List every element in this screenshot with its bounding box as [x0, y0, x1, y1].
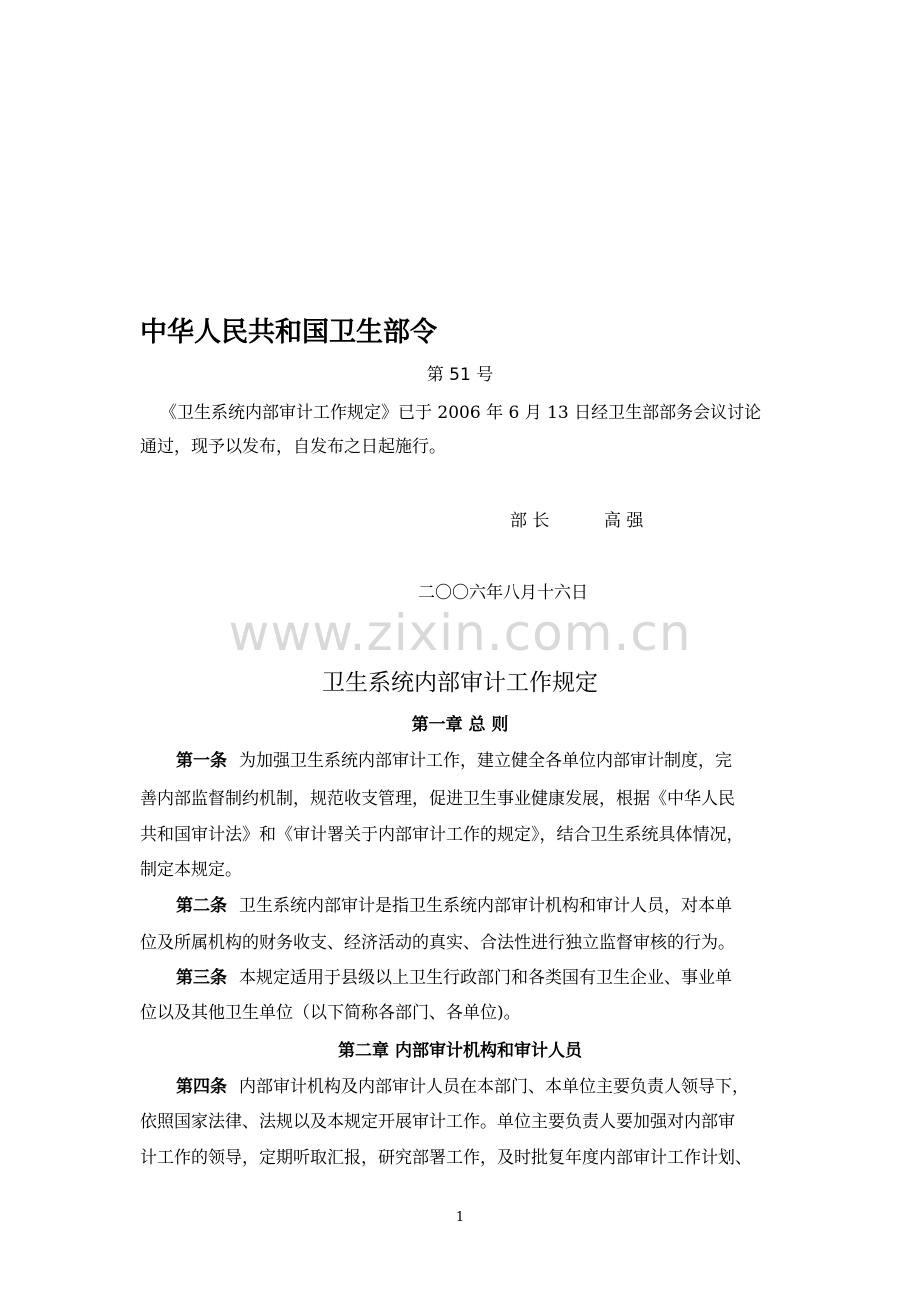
article-2-line2: 位及所属机构的财务收支、经济活动的真实、合法性进行独立监督审核的行为。	[140, 933, 735, 953]
signer-name: 高 强	[604, 511, 644, 531]
decree-title: 中华人民共和国卫生部令	[140, 317, 437, 348]
decree-date: 二〇〇六年八月十六日	[418, 583, 588, 603]
page-number: 1	[455, 1210, 465, 1225]
article-3-label: 第三条	[176, 968, 227, 988]
chapter-1-heading: 第一章 总 则	[411, 715, 509, 735]
article-1-label: 第一条	[176, 751, 227, 771]
watermark: www.zixin.com.cn	[228, 604, 692, 662]
chapter-2-heading: 第二章 内部审计机构和审计人员	[338, 1041, 582, 1061]
article-4-label: 第四条	[176, 1077, 227, 1097]
article-4-line1: 第四条 内部审计机构及内部审计人员在本部门、本单位主要负责人领导下，	[176, 1077, 749, 1097]
article-1-line2: 善内部监督制约机制，规范收支管理，促进卫生事业健康发展，根据《中华人民	[140, 789, 735, 809]
document-title: 卫生系统内部审计工作规定	[322, 670, 598, 696]
article-4-line3: 计工作的领导，定期听取汇报，研究部署工作，及时批复年度内部审计工作计划、	[140, 1148, 752, 1168]
decree-intro-line2: 通过，现予以发布，自发布之日起施行。	[140, 437, 446, 457]
article-1-line3: 共和国审计法》和《审计署关于内部审计工作的规定》，结合卫生系统具体情况，	[140, 825, 744, 845]
article-2-label: 第二条	[176, 896, 227, 916]
decree-number: 第 51 号	[426, 365, 494, 385]
article-2-line1: 第二条 卫生系统内部审计是指卫生系统内部审计机构和审计人员，对本单	[176, 896, 732, 916]
signer-title: 部 长	[510, 511, 550, 531]
article-4-line2: 依照国家法律、法规以及本规定开展审计工作。单位主要负责人要加强对内部审	[140, 1112, 735, 1132]
decree-intro-line1: 《卫生系统内部审计工作规定》已于 2006 年 6 月 13 日经卫生部部务会议讨论	[160, 403, 762, 423]
article-1-line4: 制定本规定。	[140, 860, 242, 880]
article-3-line2: 位以及其他卫生单位（以下简称各部门、各单位)。	[140, 1003, 521, 1023]
article-1-line1: 第一条 为加强卫生系统内部审计工作，建立健全各单位内部审计制度，完	[176, 751, 732, 771]
article-3-line1: 第三条 本规定适用于县级以上卫生行政部门和各类国有卫生企业、事业单	[176, 968, 732, 988]
